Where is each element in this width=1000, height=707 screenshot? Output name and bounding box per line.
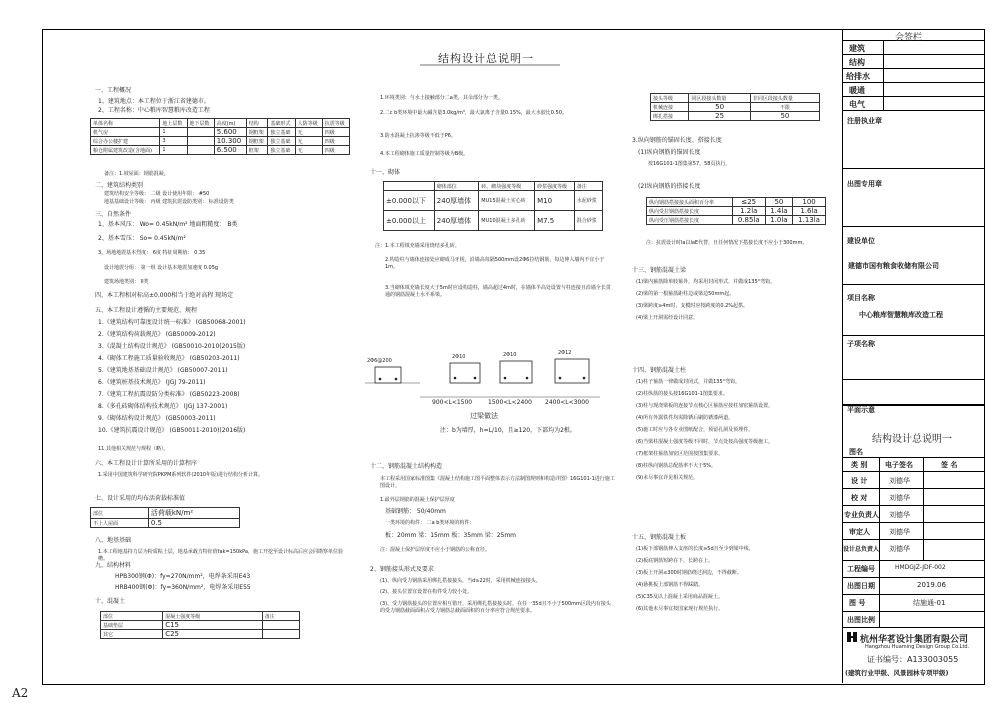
section-9-line-2: HRB400钢(Φ)：fy=360N/mm²，电焊条采用E55 [115,584,251,591]
table-header-row [384,182,603,191]
table-cell: MU10混凝土多孔砖 [479,211,535,231]
section-3-line-5: 建筑场地类别： II类 [104,279,149,285]
table-header-cell: 100 [793,198,826,207]
masonry-heading: 十一、砌体 [370,169,401,176]
subproject-label: 子项名称 [847,340,875,348]
table-header-cell: 高度(m) [214,119,246,128]
table-row [91,128,350,137]
table-cell: M10 [535,191,575,211]
project-value: 中心粮库智慧粮库改造工程 [859,311,943,319]
project-area [843,285,984,336]
table-cell: 240厚墙体 [434,211,479,231]
table-cell: 1.4la [765,207,792,216]
table-cell: C15 [163,621,262,630]
durability-line-3: 3.防水混凝土抗渗等级不低于P6。 [380,133,456,139]
section-12-line-2: 1.最外层钢筋的混凝土保护层厚度 [380,497,455,503]
table-row [651,103,820,112]
table-cell: 无 [295,137,322,146]
drawing-seal-label: 出图专用章 [847,180,882,188]
splice-line-2: (2)、接头位置宜设置在构件受力较小处。 [380,589,473,595]
table-cell: 机械连接 [651,103,689,112]
list-item: (4)梁上开洞需经设计同意。 [636,315,699,321]
list-item: (4)悬挑板上部钢筋不得踩踏。 [636,582,704,588]
section-10-heading: 十、混凝土 [95,598,126,605]
table-cell: ±0.000以下 [384,191,435,211]
countersign-item: 建筑 [849,44,865,53]
signature-header: 电子签名 [885,461,913,469]
table-header-cell [384,182,435,191]
section-8-heading: 八、地基基础 [95,537,132,544]
list-item: (6)其他未尽事宜按国家现行规范执行。 [636,606,724,612]
section-13-heading: 十三、钢筋混凝土梁 [632,267,687,274]
lintel-section-4 [555,359,589,383]
signature-header: 类 别 [851,461,868,469]
signature-role: 审定人 [849,528,870,536]
meta-label: 工程编号 [847,565,875,573]
list-item: (4)所有外露铁件均需除锈后刷防锈漆两道。 [636,415,734,421]
table-header-cell: 砌体部位 [434,182,479,191]
table-header-cell: ≤25 [732,198,765,207]
section-12-heading: 十二、钢筋混凝土结构构造 [370,463,443,470]
table-cell: 粮仓附属建筑改造(含地面) [91,146,160,155]
table-header-cell: 非同区段接头数量 [750,94,819,103]
plan-area [843,380,984,414]
table-row [91,146,350,155]
lintel-note: 注：b为墙厚，h=L/10，且≥120，下部均为2根。 [440,427,576,434]
section-9-line-1: HPB300钢(Φ)：fy=270N/mm²，电焊条采用E43 [115,573,251,580]
company-block [843,628,984,683]
table-row [647,207,826,216]
table-cell: 无 [295,146,322,155]
masonry-note-1: 注：1.本工程填充墙采用烧结多孔砖。 [375,243,460,249]
table-row [101,630,300,639]
list-item: (5)C35及以上混凝土采用商品混凝土。 [636,594,723,600]
lintel-section-3 [500,361,532,383]
section-6-heading: 六、本工程设计计算所采用的计算程序 [95,460,198,467]
company-name: 杭州华茗设计集团有限公司 [860,635,969,645]
table-header-cell: 地下层数 [187,119,214,128]
splice-ratio-table [650,93,820,121]
table-cell: 10.300 [214,137,246,146]
signature-role: 校 对 [851,494,868,502]
durability-line-1: 1.环境类别：与水土接触部分二a类，其余部分为一类。 [380,95,503,101]
table-row [91,137,350,146]
table-header-cell: 抗震等级 [322,119,349,128]
table-cell: 四级 [322,128,349,137]
client-value: 建德市国有粮食收储有限公司 [848,262,939,270]
table-cell: ±0.000以上 [384,211,435,231]
table-cell: C25 [163,630,262,639]
list-item: 10.《建筑抗震设计规范》 (GB50011-2010)(2016版) [98,427,246,434]
signature-value: 刘德华 [889,545,910,553]
building-summary-table [90,118,350,155]
table-cell: 框架 [246,146,268,155]
splice-line-1: (1)、纵向受力钢筋采用绑扎搭接接头，当d≥22时，采用机械连接接头。 [380,578,541,584]
meta-label: 出图比例 [847,616,875,624]
table-cell: 6.500 [214,146,246,155]
registration-seal-label: 注册执业章 [847,117,882,125]
section-3-line-3: 3、场地地震基本烈度： 6度 特征周期值： 0.35 [98,250,206,256]
concrete-grade-table [100,611,300,639]
section-2-line-1: 建筑结构安全等级： 二级 设计使用年限： #50 [104,191,210,197]
section-8-line-1: 1.本工程地基持力层为粉质粘土层，地基承载力特征值fak=150kPa，施工开挖至设计标高后应会同勘察单位验槽。 [98,549,343,562]
table-cell: 四级 [322,146,349,155]
section-1-line-1: 1、建筑地点：本工程位于浙江省建德市。 [98,98,210,105]
section-6-line-1: 1.采用中国建筑科学研究院PKPM系列软件(2010年版)进行结构分析计算。 [98,472,264,478]
table-header-cell: 纵向钢筋搭接接头面积百分率 [647,198,733,207]
table-cell [187,128,214,137]
drawing-name-label: 图名 [849,448,863,456]
meta-value: 2019.06 [917,581,946,589]
lintel-rebar-label: 2Φ6@200 [367,358,392,364]
signature-value: 刘德华 [889,511,910,519]
table-cell: 不限 [750,103,819,112]
lap-length-note: 注：抗震设计时la以laE代替，且任何情况下搭接长度不应小于300mm。 [646,240,808,246]
list-item: (9)未尽事宜详见相关规范。 [636,475,699,481]
table-header-cell: 同区段接头数量 [689,94,750,103]
list-item: 8.《多孔砖砌体结构技术规范》 (JGJ 137-2001) [98,403,228,410]
table-cell: 独立基础 [268,137,295,146]
list-item: (3)板上开洞≤300时钢筋绕过洞边，不得截断。 [636,570,742,576]
table-header-cell: 接头等级 [651,94,689,103]
list-item: (3)梁跨度≥4m时，支模时应按跨度的0.2%起拱。 [636,303,749,309]
list-item: 4.《砌体工程施工质量验收规范》 (GB50203-2011) [98,355,240,362]
section-3-heading: 三、自然条件 [95,211,132,218]
list-item: (2)板底钢筋短跨在下，长跨在上。 [636,558,714,564]
table-header-row [647,198,826,207]
certificate-note: (建筑行业甲级、风景园林专项甲级) [845,669,949,677]
countersign-item: 暖通 [849,86,865,95]
table-cell: 50 [750,112,819,121]
lintel-rebar-label: 2Φ10 [503,352,517,358]
table-cell [187,137,214,146]
list-item: (2)柱纵筋的接头按16G101-1图集要求。 [636,391,728,397]
signature-value: 刘德华 [889,528,910,536]
table-header-cell: 50 [765,198,792,207]
masonry-table [383,181,603,231]
table-header-cell: 砖、砌块强度等级 [479,182,535,191]
lintel-span-label: 1500<L<2400 [488,399,532,406]
section-5-heading: 五、本工程设计遵循的主要规范、规程 [95,307,198,314]
table-header-row [91,119,350,128]
section-14-heading: 十四、钢筋混凝土柱 [632,367,687,374]
anchorage-heading: 3.纵向钢筋的锚固长度、搭接长度 [632,137,722,144]
countersign-title: 会签栏 [895,33,923,43]
splice-heading: 2、钢筋接头形式及要求 [370,566,434,573]
list-item: (5)施工时应与各专业图纸配合，预留孔洞及预埋件。 [636,427,754,433]
table-cell: 水泥砂浆 [574,191,602,211]
table-cell: 25 [689,112,750,121]
section-1-heading: 一、工程概况 [95,87,132,94]
table-header-cell: 地上层数 [160,119,187,128]
table-cell: 绑扎搭接 [651,112,689,121]
countersign-item: 给排水 [846,72,870,81]
table-header-cell: 混凝土强度等级 [163,612,262,621]
drawing-name-area [843,405,984,458]
table-cell: 混合砂浆 [574,211,602,231]
lap-length-table [646,197,826,225]
table-cell: 纵向受拉钢筋搭接长度 [647,207,733,216]
table-header-cell: 部位 [101,612,163,621]
signature-value: 刘德华 [889,494,910,502]
company-logo-icon [846,631,858,643]
list-item: (1)柱子箍筋一律做成封闭式，并做135°弯钩。 [636,379,741,385]
table-cell: 1.0la [765,216,792,225]
section-1-line-2: 2、工程名称：中心粮库智慧粮库改造工程 [98,107,210,114]
meta-label: 图 号 [849,599,866,607]
table-header-cell: 结构 [246,119,268,128]
table-cell: 3 [160,137,187,146]
section-3-line-1: 1、基本风压： Wo= 0.45kN/m² 地面粗糙度： B类 [98,221,238,228]
table-cell: M7.5 [535,211,575,231]
table-header-cell: 部位 [91,508,149,519]
section-3-line-2: 2、基本雪压： So= 0.45kN/m² [98,235,186,242]
table-cell: 0.5 [148,519,239,528]
table-cell: 纵向受压钢筋搭接长度 [647,216,733,225]
table-cell: 不上人屋面 [91,519,149,528]
table-header-cell: 基础形式 [268,119,295,128]
signature-value: 刘德华 [889,477,910,485]
table-row [384,191,603,211]
lintel-rebar-label: 2Φ12 [558,350,572,356]
signature-role: 专业负责人 [844,511,879,519]
table-cell: 独立基础 [268,146,295,155]
lintel-span-label: 900<L<1500 [432,399,473,406]
table-header-row [101,612,300,621]
cover-line-1: 一类环境的构件： 二a b类环境的构件： [385,520,475,526]
table-header-cell: 备注 [574,182,602,191]
section-15-heading: 十五、钢筋混凝土板 [632,534,687,541]
certificate-number: 证书编号：A133003055 [867,655,959,664]
table-cell: 240厚墙体 [434,191,479,211]
cover-line-2: 板：20mm 梁：15mm 板：35mm 梁：25mm [385,532,517,539]
table-row [384,211,603,231]
subproject-area [843,336,984,380]
list-item: 5.《建筑地基基础设计规范》 (GB50007-2011) [98,367,228,374]
table-cell: 0.85la [732,216,765,225]
table-cell: 四级 [322,137,349,146]
table-cell [262,630,299,639]
table-cell: 其它 [101,630,163,639]
table-cell: 1.6la [793,207,826,216]
signature-role: 设计总负责人 [843,546,880,553]
section-2-heading: 二、建筑结构类别 [95,182,144,189]
company-english-name: Hangzhou Huaming Design Group Co.Ltd. [865,644,970,650]
splice-line-3: (3)、受力钢筋接头的位置应相互错开，采用绑扎搭接接头时，在任一35d且不小于500mm区段内有接头的受力钢筋截面面积占受力钢筋总截面面积的百分率应符合规范要求。 [380,601,611,614]
table-cell: 无 [295,128,322,137]
title-block [842,29,984,683]
client-label: 建设单位 [847,237,875,245]
countersign-item: 结构 [849,58,865,67]
table-header-cell: 备注 [262,612,299,621]
table-cell [262,621,299,630]
anchorage-sub-1: (1)纵向钢筋的锚固长度 [638,149,701,156]
table-header-row [651,94,820,103]
table-cell: 基础垫层 [101,621,163,630]
masonry-note-2: 2.构造柱与墙体连接处应砌成马牙槎，沿墙高每隔500mm设2Φ6拉结钢筋，每边伸入墙内不宜小于1m。 [385,257,605,270]
title-underline [420,63,560,67]
list-item: 3.《混凝土结构设计规范》 (GB50010-2010(2015版) [98,343,246,350]
client-area [843,227,984,285]
table-header-row [91,508,240,519]
section-12-line-1: 本工程采用国家标准图集《混凝土结构施工图平面整体表示方法制图规则和构造详图》16G101-1进行施工图设计。 [380,476,615,489]
list-item: 1.《建筑结构可靠度设计统一标准》 (GB50068-2001) [98,319,246,326]
anchorage-sub-2: (2)纵向钢筋的搭接长度 [638,183,701,190]
masonry-note-3: 3.当砌体填充墙长度大于5m时应设构造柱，墙高超过4m时，在墙体半高处设置与柱连接且沿墙全长贯通的钢筋混凝土水平系梁。 [385,285,611,298]
codes-note: 11.其他相关规范与规程（略）。 [98,446,169,452]
table-cell: 独立基础 [268,128,295,137]
meta-label: 出图日期 [847,582,875,590]
section-3-line-4: 设计地震分组： 第一组 设计基本地震加速度 0.05g [104,265,219,271]
table-row [101,621,300,630]
lintel-rebar-label: 2Φ10 [452,354,466,360]
list-item: (2)梁的第一根箍筋距柱边或梁边50mm起。 [636,291,735,297]
section-9-heading: 九、结构材料 [95,562,132,569]
lintel-span-label: 2400<L<3000 [545,399,589,406]
durability-line-2: 2.二c b类环境中最大碱含量3.0kg/m³，最大氯离子含量0.15%，最大水胶比0.50。 [380,110,567,116]
list-item: (3)柱与现浇梁板的连接节点核心区箍筋应按柱加密箍筋设置。 [636,403,774,409]
table-row [647,216,826,225]
list-item: (1)板下部钢筋伸入支座的长度≥5d且至少到梁中线。 [636,546,754,552]
countersign-item: 电气 [849,100,865,109]
section-2-line-2: 地基基础设计等级： 丙级 建筑抗震设防类别： 标准设防类 [104,199,234,205]
drawing-meta-table [843,561,984,628]
anchorage-sub-1-text: 按16G101-1图集第57、58页执行。 [648,161,731,167]
table-cell: 钢框架 [246,128,268,137]
table-cell: 机气房 [91,128,160,137]
list-item: 7.《建筑工程抗震设防分类标准》 (GB50223-2008) [98,391,240,398]
lintel-section-2 [450,363,480,383]
section-1-note: 备注：1.坡屋面：钢筋混凝。 [104,171,169,177]
list-item: (8)柱纵向钢筋总配筋率不大于5%。 [636,463,717,469]
cover-note: 注：混凝土保护层厚度不应小于钢筋的公称直径。 [380,547,491,553]
list-item: (6)当梁柱混凝土强度等级不同时，节点处按高强度等级施工。 [636,439,774,445]
table-cell: 综合办公楼扩建 [91,137,160,146]
drawing-title: 结构设计总说明一 [438,52,534,65]
signature-header: 签 名 [941,461,958,469]
meta-value: 结施通-01 [913,599,946,607]
table-cell: 1 [160,128,187,137]
lintel-section-1 [375,367,401,383]
list-item: 6.《建筑桩基技术规范》 (JGJ 79-2011) [98,379,206,386]
table-cell: 50 [689,103,750,112]
meta-value: HMDGJZ-JDF-002 [895,564,946,571]
section-4-heading: 四、本工程相对标高±0.000相当于绝对高程 现场定 [95,292,234,299]
cover-foundation: 基础钢筋： 50/40mm [385,508,446,515]
list-item: 9.《砌体结构设计规范》 (GB50003-2011) [98,415,216,422]
table-cell: MU15混凝土实心砖 [479,191,535,211]
lintel-title: 过梁做法 [470,412,498,420]
plan-label: 平面示意 [847,406,875,414]
table-row [651,112,820,121]
table-header-cell: 单体名称 [91,119,160,128]
durability-line-4: 4.本工程砌体施工质量控制等级为B级。 [380,151,469,157]
table-cell: 5.600 [214,128,246,137]
table-header-cell: 活荷载kN/m² [148,508,239,519]
table-row [91,519,240,528]
table-cell: 1.13la [793,216,826,225]
drawing-name: 结构设计总说明一 [872,434,952,445]
countersign-table [843,40,984,111]
table-cell: 1.2la [732,207,765,216]
live-load-table [90,507,240,528]
list-item: 2.《建筑结构荷载规范》 (GB50009-2012) [98,331,216,338]
list-item: (1)梁内箍筋除单肢箍外，均采用封闭形式，并做成135°弯钩。 [636,279,776,285]
sheet-size-label: A2 [12,686,29,700]
section-7-heading: 七、设计采用的均布活荷载标准值 [95,495,186,502]
signature-role: 设 计 [851,477,868,485]
table-header-cell: 砂浆强度等级 [535,182,575,191]
signature-table [843,457,984,561]
table-cell [187,146,214,155]
list-item: (7)框架柱箍筋加密区范围按图集要求。 [636,451,724,457]
project-label: 项目名称 [847,294,875,302]
drawing-seal-area [843,169,984,227]
table-cell: 钢框架 [246,137,268,146]
table-cell: 1 [160,146,187,155]
registration-seal-area [843,111,984,169]
table-header-cell: 人防等级 [295,119,322,128]
